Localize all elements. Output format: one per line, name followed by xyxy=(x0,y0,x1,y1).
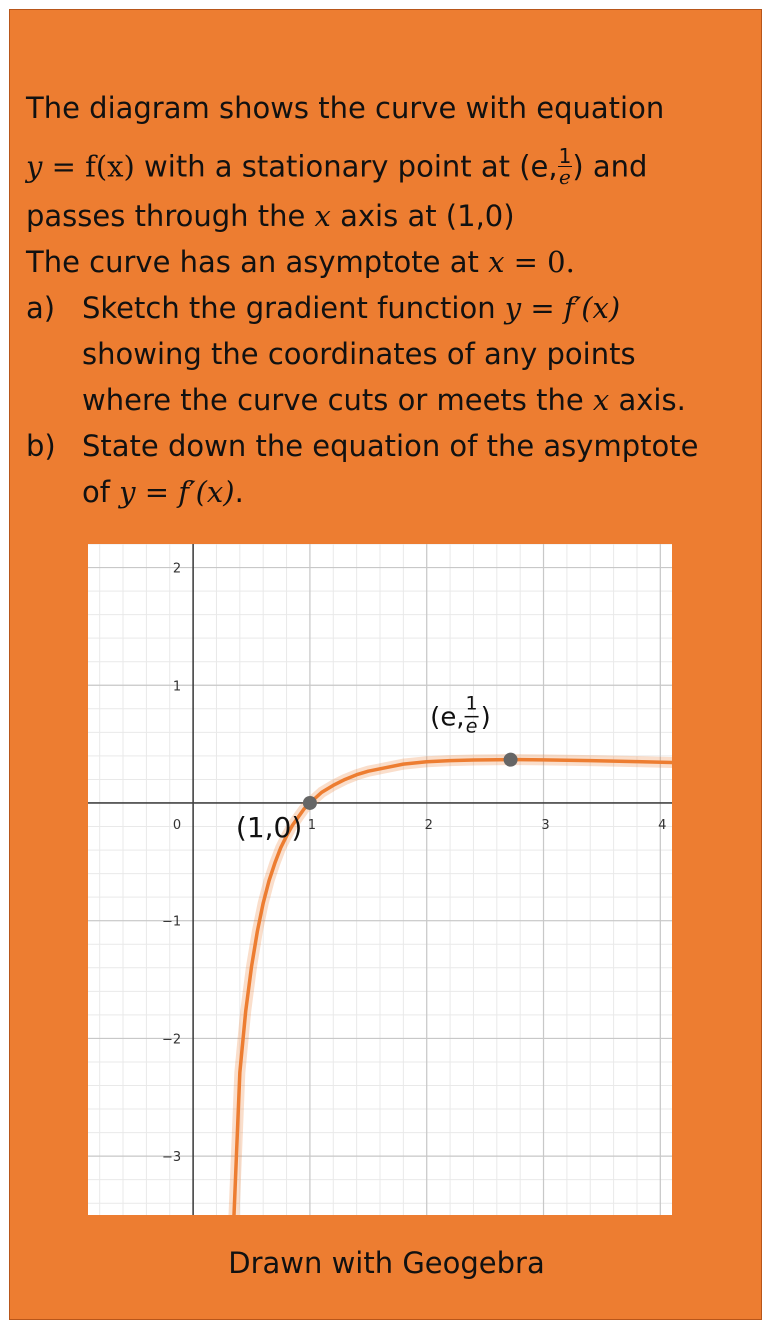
x-tick-label: 3 xyxy=(541,817,550,833)
question-card xyxy=(9,9,762,1320)
question-line-4: The curve has an asymptote at x = 0. xyxy=(26,245,575,279)
minor-grid xyxy=(88,544,672,1215)
label-stationary-denominator: e xyxy=(465,715,478,738)
y-tick-label: −1 xyxy=(161,914,182,930)
question-line-3: passes through the x axis at (1,0) xyxy=(26,199,515,233)
part-a-line-2: showing the coordinates of any points xyxy=(82,337,636,371)
point-x-intercept xyxy=(303,796,317,810)
caption: Drawn with Geogebra xyxy=(228,1246,545,1280)
part-b-line-2: of y = f′(x). xyxy=(82,475,244,509)
label-stationary-numerator: 1 xyxy=(465,692,478,715)
x-tick-label: 1 xyxy=(307,817,317,833)
point-stationary xyxy=(504,753,518,767)
fraction-one-over-e: $\frac{1}{e}$ xyxy=(558,144,572,189)
x-tick-label: 2 xyxy=(424,817,433,833)
label-x-intercept: (1,0) xyxy=(235,810,303,844)
question-text xyxy=(26,91,756,524)
part-a-line-1: a) Sketch the gradient function y = f′(x) xyxy=(26,291,621,325)
part-a-line-3: where the curve cuts or meets the x axis. xyxy=(82,383,686,417)
part-b-label: b) xyxy=(26,429,56,463)
part-b-line-1: b) State down the equation of the asymptote xyxy=(26,429,699,463)
y-tick-label: 0 xyxy=(172,817,182,833)
y-tick-label: 1 xyxy=(172,679,182,695)
label-stationary-prefix: (e, xyxy=(430,702,465,733)
y-tick-label: −3 xyxy=(161,1150,182,1166)
question-line-2: y = f(x) with a stationary point at (e, $\frac{1}{e}$ ) and xyxy=(26,144,648,189)
label-stationary-suffix: ) xyxy=(480,702,491,733)
y-tick-label: −2 xyxy=(161,1032,182,1048)
question-line-1: The diagram shows the curve with equation xyxy=(26,91,665,125)
curve-graph xyxy=(88,544,672,1215)
y-tick-label: 2 xyxy=(172,561,182,577)
part-a-label: a) xyxy=(26,291,56,325)
x-tick-label: 4 xyxy=(658,817,667,833)
graph-panel xyxy=(88,544,672,1215)
